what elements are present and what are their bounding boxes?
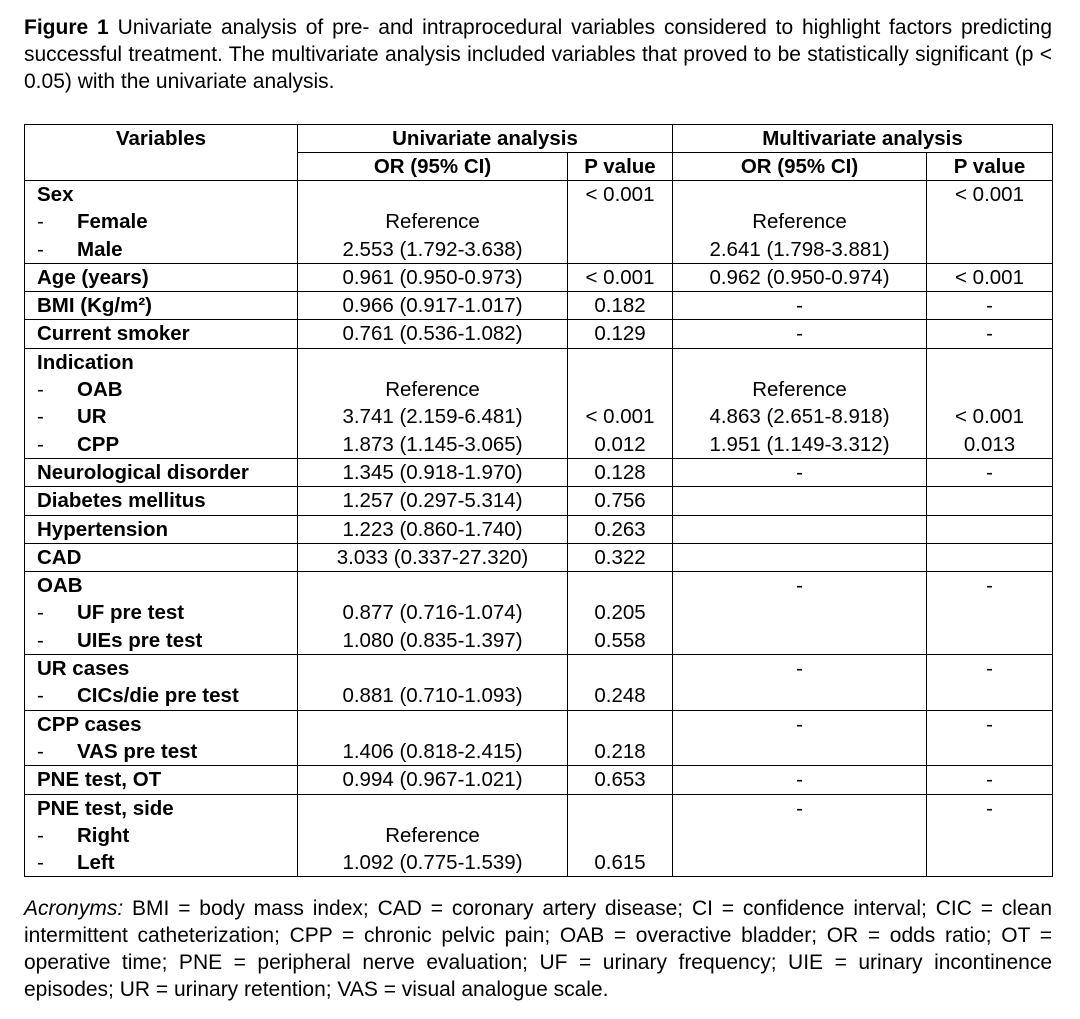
univariate-p-value: 0.128 bbox=[594, 460, 646, 484]
subvariable-label: Male bbox=[77, 237, 123, 261]
variable-name: BMI (Kg/m²) bbox=[37, 294, 153, 318]
univariate-or-cell bbox=[298, 655, 568, 711]
subvariable-label: UIEs pre test bbox=[77, 628, 203, 652]
multivariate-or-cell bbox=[673, 487, 927, 515]
multivariate-or-value: Reference bbox=[752, 210, 847, 234]
table-row bbox=[25, 655, 1053, 711]
variable-cell bbox=[25, 292, 298, 320]
multivariate-or-value: - bbox=[796, 657, 803, 681]
table-row bbox=[25, 515, 1053, 543]
univariate-p-value: 0.653 bbox=[594, 768, 646, 792]
variable-name: PNE test, OT bbox=[37, 768, 162, 792]
univariate-p-cell bbox=[568, 292, 673, 320]
univariate-p-value: 0.218 bbox=[594, 739, 646, 763]
univariate-or-cell bbox=[298, 292, 568, 320]
dash-marker: - bbox=[37, 601, 44, 625]
multivariate-p-value: - bbox=[986, 574, 993, 598]
dash-marker: - bbox=[37, 684, 44, 708]
variable-name: UR cases bbox=[37, 657, 130, 681]
multivariate-p-value: - bbox=[986, 768, 993, 792]
multivariate-or-value bbox=[673, 738, 926, 765]
dash-marker: - bbox=[37, 432, 44, 456]
univariate-or-cell bbox=[298, 515, 568, 543]
multivariate-or-value: 4.863 (2.651-8.918) bbox=[709, 405, 890, 429]
multivariate-or-value: - bbox=[796, 796, 803, 820]
header-univariate-p: P value bbox=[568, 153, 673, 181]
variable-name: Sex bbox=[37, 183, 74, 206]
univariate-or-cell bbox=[298, 794, 568, 877]
dash-marker: - bbox=[37, 823, 44, 847]
table-row bbox=[25, 794, 1053, 877]
univariate-or-cell bbox=[298, 263, 568, 291]
univariate-or-cell bbox=[298, 181, 568, 264]
variable-cell bbox=[25, 766, 298, 794]
figure-label: Figure 1 bbox=[24, 16, 109, 39]
table-row bbox=[25, 766, 1053, 794]
multivariate-p-cell bbox=[927, 543, 1053, 571]
univariate-or-value: 3.033 (0.337-27.320) bbox=[336, 545, 529, 569]
multivariate-p-cell bbox=[927, 710, 1053, 766]
multivariate-or-value bbox=[673, 544, 926, 571]
multivariate-p-value bbox=[927, 376, 1052, 403]
table-row bbox=[25, 181, 1053, 264]
variable-cell bbox=[25, 794, 298, 877]
multivariate-p-cell bbox=[927, 655, 1053, 711]
univariate-p-cell bbox=[568, 458, 673, 486]
multivariate-or-value: Reference bbox=[752, 378, 847, 402]
variable-name: Age (years) bbox=[37, 265, 149, 289]
univariate-p-value bbox=[568, 572, 672, 599]
subvariable-label: UR bbox=[77, 405, 107, 429]
univariate-p-value: 0.182 bbox=[594, 294, 646, 318]
subvariable bbox=[25, 738, 297, 765]
univariate-or-value: 1.080 (0.835-1.397) bbox=[342, 628, 523, 652]
multivariate-or-value: - bbox=[796, 574, 803, 598]
subvariable bbox=[25, 822, 297, 849]
univariate-p-cell bbox=[568, 515, 673, 543]
variable-name: Neurological disorder bbox=[37, 460, 249, 484]
univariate-or-value: 3.741 (2.159-6.481) bbox=[342, 405, 523, 429]
multivariate-p-value bbox=[927, 544, 1052, 571]
dash-marker: - bbox=[37, 378, 44, 402]
multivariate-p-value: < 0.001 bbox=[955, 405, 1024, 429]
multivariate-or-cell bbox=[673, 320, 927, 348]
univariate-p-value: 0.558 bbox=[594, 628, 646, 652]
header-univariate-or: OR (95% CI) bbox=[298, 153, 568, 181]
table-row bbox=[25, 292, 1053, 320]
univariate-p-value: < 0.001 bbox=[585, 405, 655, 429]
subvariable bbox=[25, 403, 297, 430]
univariate-or-cell bbox=[298, 543, 568, 571]
multivariate-or-value: 2.641 (1.798-3.881) bbox=[709, 237, 890, 261]
univariate-or-value bbox=[298, 572, 567, 599]
subvariable-label: Right bbox=[77, 823, 130, 847]
univariate-p-value bbox=[568, 349, 672, 376]
multivariate-or-cell bbox=[673, 292, 927, 320]
univariate-or-value: 1.345 (0.918-1.970) bbox=[342, 460, 523, 484]
univariate-or-cell bbox=[298, 458, 568, 486]
figure-caption bbox=[24, 14, 1052, 95]
multivariate-p-value: - bbox=[986, 294, 993, 318]
variable-cell bbox=[25, 710, 298, 766]
univariate-or-value: 0.877 (0.716-1.074) bbox=[342, 601, 523, 625]
multivariate-p-value: < 0.001 bbox=[955, 265, 1024, 289]
subvariable-label: Left bbox=[77, 851, 115, 875]
univariate-p-value: 0.012 bbox=[594, 432, 646, 456]
table-row bbox=[25, 710, 1053, 766]
multivariate-or-value bbox=[673, 822, 926, 849]
multivariate-p-cell bbox=[927, 572, 1053, 655]
variable-cell bbox=[25, 458, 298, 486]
table-body bbox=[25, 181, 1053, 877]
multivariate-p-value: < 0.001 bbox=[955, 183, 1024, 206]
multivariate-p-value bbox=[927, 349, 1052, 376]
multivariate-p-value: - bbox=[986, 460, 993, 484]
univariate-or-cell bbox=[298, 348, 568, 458]
subvariable bbox=[25, 849, 297, 876]
table-row bbox=[25, 458, 1053, 486]
multivariate-or-cell bbox=[673, 710, 927, 766]
univariate-or-value: Reference bbox=[385, 210, 480, 234]
univariate-or-value bbox=[298, 349, 567, 376]
multivariate-or-cell bbox=[673, 655, 927, 711]
multivariate-p-value bbox=[927, 738, 1052, 765]
multivariate-or-cell bbox=[673, 348, 927, 458]
univariate-p-cell bbox=[568, 543, 673, 571]
multivariate-or-value: 0.962 (0.950-0.974) bbox=[709, 265, 890, 289]
table-row bbox=[25, 263, 1053, 291]
multivariate-p-cell bbox=[927, 794, 1053, 877]
subvariable-label: Female bbox=[77, 210, 148, 234]
multivariate-or-value bbox=[673, 849, 926, 876]
multivariate-or-cell bbox=[673, 458, 927, 486]
univariate-p-value: 0.263 bbox=[594, 517, 646, 541]
variable-cell bbox=[25, 572, 298, 655]
univariate-p-value: 0.205 bbox=[594, 601, 646, 625]
univariate-or-value bbox=[298, 181, 567, 208]
multivariate-or-cell bbox=[673, 181, 927, 264]
multivariate-or-value: - bbox=[796, 322, 803, 346]
univariate-or-value: 1.406 (0.818-2.415) bbox=[342, 739, 523, 763]
results-table bbox=[24, 124, 1053, 877]
univariate-p-value: 0.129 bbox=[594, 322, 646, 346]
variable-cell bbox=[25, 543, 298, 571]
variable-name: OAB bbox=[37, 574, 83, 598]
univariate-or-cell bbox=[298, 766, 568, 794]
header-multivariate: Multivariate analysis bbox=[673, 125, 1053, 153]
variable-cell bbox=[25, 348, 298, 458]
subvariable-label: CICs/die pre test bbox=[77, 684, 239, 708]
dash-marker: - bbox=[37, 628, 44, 652]
multivariate-or-cell bbox=[673, 572, 927, 655]
header-row-groups bbox=[25, 125, 1053, 153]
multivariate-p-cell bbox=[927, 515, 1053, 543]
subvariable-label: UF pre test bbox=[77, 601, 185, 625]
multivariate-or-value bbox=[673, 682, 926, 709]
univariate-p-value: 0.615 bbox=[594, 851, 646, 875]
multivariate-or-value bbox=[673, 516, 926, 543]
multivariate-p-cell bbox=[927, 487, 1053, 515]
univariate-p-cell bbox=[568, 181, 673, 264]
variable-cell bbox=[25, 320, 298, 348]
multivariate-p-value bbox=[927, 208, 1052, 235]
header-multivariate-or: OR (95% CI) bbox=[673, 153, 927, 181]
univariate-p-cell bbox=[568, 710, 673, 766]
univariate-p-cell bbox=[568, 348, 673, 458]
univariate-p-cell bbox=[568, 572, 673, 655]
univariate-p-value bbox=[568, 711, 672, 738]
subvariable bbox=[25, 682, 297, 709]
subvariable bbox=[25, 236, 297, 263]
multivariate-p-value: - bbox=[986, 322, 993, 346]
variable-name: Current smoker bbox=[37, 322, 190, 346]
multivariate-or-value bbox=[673, 349, 926, 376]
multivariate-p-cell bbox=[927, 263, 1053, 291]
univariate-p-cell bbox=[568, 320, 673, 348]
variable-cell bbox=[25, 487, 298, 515]
univariate-p-cell bbox=[568, 794, 673, 877]
variable-cell bbox=[25, 181, 298, 264]
dash-marker: - bbox=[37, 739, 44, 763]
multivariate-or-value: - bbox=[796, 712, 803, 736]
subvariable-label: CPP bbox=[77, 432, 120, 456]
univariate-or-value bbox=[298, 711, 567, 738]
univariate-or-value: 1.223 (0.860-1.740) bbox=[342, 517, 523, 541]
multivariate-or-cell bbox=[673, 515, 927, 543]
multivariate-or-cell bbox=[673, 543, 927, 571]
variable-name: Indication bbox=[37, 350, 134, 374]
multivariate-p-cell bbox=[927, 320, 1053, 348]
dash-marker: - bbox=[37, 210, 44, 234]
multivariate-or-value: - bbox=[796, 294, 803, 318]
multivariate-p-cell bbox=[927, 766, 1053, 794]
univariate-p-value: 0.756 bbox=[594, 489, 646, 513]
multivariate-p-value: - bbox=[986, 796, 993, 820]
univariate-p-value: 0.248 bbox=[594, 684, 646, 708]
univariate-or-cell bbox=[298, 487, 568, 515]
univariate-or-cell bbox=[298, 710, 568, 766]
table-row bbox=[25, 543, 1053, 571]
subvariable bbox=[25, 431, 297, 458]
univariate-p-value bbox=[568, 655, 672, 682]
univariate-p-value bbox=[568, 795, 672, 822]
multivariate-p-cell bbox=[927, 348, 1053, 458]
univariate-p-value: < 0.001 bbox=[585, 183, 655, 206]
univariate-or-value: 0.961 (0.950-0.973) bbox=[342, 265, 523, 289]
subvariable bbox=[25, 376, 297, 403]
univariate-p-value bbox=[568, 822, 672, 849]
acronyms-text: BMI = body mass index; CAD = coronary artery disease; CI = confidence interval; CIC = clean intermittent catheterization; CPP = chronic pelvic pain; OAB = overactive bladder; OR = odds ratio; OT = operative time; PNE = peripheral nerve evaluation; UF = urinary frequency; UIE = urinary incontinence episodes; UR = urinary retention; VAS = visual analogue scale. bbox=[24, 897, 1052, 1001]
univariate-or-value: 2.553 (1.792-3.638) bbox=[342, 237, 523, 261]
subvariable bbox=[25, 208, 297, 235]
multivariate-or-value: 1.951 (1.149-3.312) bbox=[709, 432, 890, 456]
multivariate-or-value bbox=[673, 181, 926, 208]
dash-marker: - bbox=[37, 237, 44, 261]
univariate-or-value: 1.873 (1.145-3.065) bbox=[342, 432, 523, 456]
univariate-p-value: 0.322 bbox=[594, 545, 646, 569]
multivariate-or-cell bbox=[673, 794, 927, 877]
subvariable-label: VAS pre test bbox=[77, 739, 198, 763]
table-row bbox=[25, 572, 1053, 655]
subvariable bbox=[25, 599, 297, 626]
univariate-or-value: 0.881 (0.710-1.093) bbox=[342, 684, 523, 708]
variable-cell bbox=[25, 263, 298, 291]
multivariate-or-cell bbox=[673, 766, 927, 794]
variable-name: CAD bbox=[37, 545, 82, 569]
univariate-p-cell bbox=[568, 487, 673, 515]
univariate-or-value bbox=[298, 655, 567, 682]
multivariate-or-value: - bbox=[796, 768, 803, 792]
dash-marker: - bbox=[37, 405, 44, 429]
multivariate-or-value bbox=[673, 627, 926, 654]
univariate-p-value: < 0.001 bbox=[585, 265, 655, 289]
acronyms-note bbox=[24, 895, 1052, 1003]
variable-name: CPP cases bbox=[37, 712, 142, 736]
univariate-p-value bbox=[568, 208, 672, 235]
figure-caption-text: Univariate analysis of pre- and intraprocedural variables considered to highlight factors predicting successful treatment. The multivariate analysis included variables that proved to be statistically significant (p < 0.05) with the univariate analysis. bbox=[24, 16, 1052, 93]
variable-name: Hypertension bbox=[37, 517, 168, 541]
multivariate-p-value bbox=[927, 849, 1052, 876]
univariate-or-value: 1.257 (0.297-5.314) bbox=[342, 489, 523, 513]
multivariate-p-cell bbox=[927, 458, 1053, 486]
univariate-or-value: Reference bbox=[385, 823, 480, 847]
multivariate-or-cell bbox=[673, 263, 927, 291]
multivariate-p-value: 0.013 bbox=[963, 432, 1016, 456]
univariate-or-cell bbox=[298, 572, 568, 655]
univariate-p-value bbox=[568, 236, 672, 263]
univariate-p-cell bbox=[568, 655, 673, 711]
univariate-or-value: 1.092 (0.775-1.539) bbox=[342, 851, 523, 875]
univariate-p-cell bbox=[568, 766, 673, 794]
multivariate-p-value bbox=[927, 682, 1052, 709]
header-variables: Variables bbox=[25, 125, 298, 181]
multivariate-or-value bbox=[673, 487, 926, 514]
multivariate-p-value bbox=[927, 627, 1052, 654]
acronyms-label: Acronyms: bbox=[24, 897, 124, 920]
univariate-or-value: 0.994 (0.967-1.021) bbox=[342, 768, 523, 792]
multivariate-p-value bbox=[927, 516, 1052, 543]
multivariate-p-value bbox=[927, 822, 1052, 849]
variable-name: PNE test, side bbox=[37, 796, 174, 820]
table-row bbox=[25, 487, 1053, 515]
variable-cell bbox=[25, 655, 298, 711]
subvariable bbox=[25, 627, 297, 654]
univariate-or-cell bbox=[298, 320, 568, 348]
multivariate-p-value bbox=[927, 487, 1052, 514]
table-row bbox=[25, 320, 1053, 348]
table-row bbox=[25, 348, 1053, 458]
variable-name: Diabetes mellitus bbox=[37, 489, 206, 513]
variable-cell bbox=[25, 515, 298, 543]
univariate-or-value: 0.761 (0.536-1.082) bbox=[342, 322, 523, 346]
univariate-or-value: 0.966 (0.917-1.017) bbox=[342, 294, 523, 318]
multivariate-or-value: - bbox=[796, 460, 803, 484]
header-multivariate-p: P value bbox=[927, 153, 1053, 181]
multivariate-p-value: - bbox=[986, 657, 993, 681]
header-univariate: Univariate analysis bbox=[298, 125, 673, 153]
univariate-p-value bbox=[568, 376, 672, 403]
multivariate-p-value bbox=[927, 599, 1052, 626]
multivariate-p-cell bbox=[927, 292, 1053, 320]
multivariate-p-value bbox=[927, 236, 1052, 263]
univariate-or-value bbox=[298, 795, 567, 822]
subvariable-label: OAB bbox=[77, 378, 123, 402]
univariate-or-value: Reference bbox=[385, 378, 480, 402]
univariate-p-cell bbox=[568, 263, 673, 291]
multivariate-or-value bbox=[673, 599, 926, 626]
multivariate-p-value: - bbox=[986, 712, 993, 736]
multivariate-p-cell bbox=[927, 181, 1053, 264]
dash-marker: - bbox=[37, 851, 44, 875]
